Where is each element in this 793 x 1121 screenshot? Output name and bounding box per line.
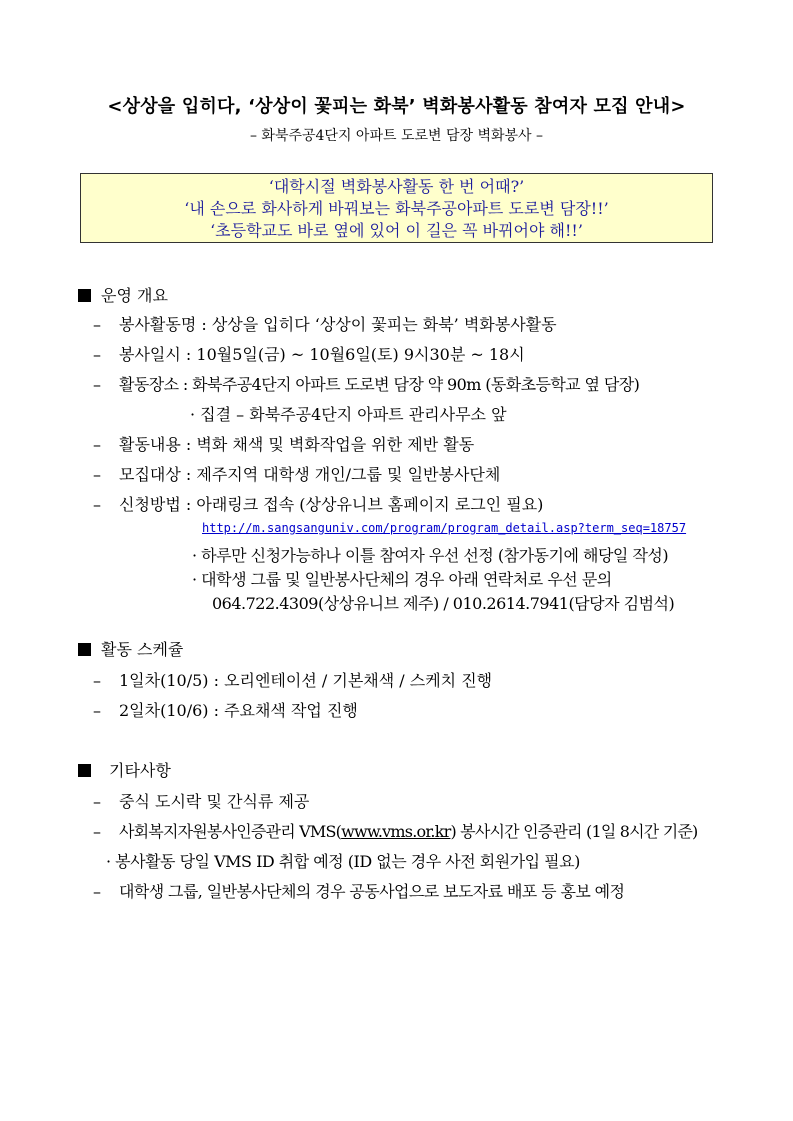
document-title: <상상을 입히다, ‘상상이 꽃피는 화북’ 벽화봉사활동 참여자 모집 안내> [107,96,686,117]
dash-bullet-icon: – [93,495,101,514]
application-note: · 하루만 신청가능하나 이틀 참여자 우선 선정 (참가동기에 해당일 작성) [192,546,669,565]
list-item: – 사회복지자원봉사인증관리 VMS(www.vms.or.kr) 봉사시간 인증관리 (1일 8시간 기준) [93,822,698,841]
document-subtitle: – 화북주공4단지 아파트 도로변 담장 벽화봉사 – [249,128,544,144]
dash-bullet-icon: – [93,345,101,364]
square-bullet-icon [78,643,91,656]
slogan-box [80,173,713,243]
vms-note: · 봉사활동 당일 VMS ID 취합 예정 (ID 없는 경우 사전 회원가입 필요) [106,852,580,871]
list-item: – 대학생 그룹, 일반봉사단체의 경우 공동사업으로 보도자료 배포 등 홍보 예정 [93,882,625,901]
dash-bullet-icon: – [93,701,101,720]
list-item: – 신청방법 : 아래링크 접속 (상상유니브 홈페이지 로그인 필요) [93,495,544,514]
square-bullet-icon [78,764,91,777]
dash-bullet-icon: – [93,315,101,334]
section-heading-schedule: 활동 스케쥴 [78,637,183,660]
section-heading-misc: 기타사항 [78,758,171,781]
dash-bullet-icon: – [93,375,101,394]
slogan-line: ‘대학시절 벽화봉사활동 한 번 어때?’ [268,177,525,196]
list-item: – 모집대상 : 제주지역 대학생 개인/그룹 및 일반봉사단체 [93,465,501,484]
dash-bullet-icon: – [93,882,101,901]
list-item: – 활동내용 : 벽화 채색 및 벽화작업을 위한 제반 활동 [93,435,475,454]
list-item: – 중식 도시락 및 간식류 제공 [93,792,310,811]
slogan-line: ‘내 손으로 화사하게 바꿔보는 화북주공아파트 도로변 담장!!’ [184,199,609,218]
dash-bullet-icon: – [93,465,101,484]
contact-info: 064.722.4309(상상유니브 제주) / 010.2614.7941(담당자 김범석) [212,594,675,613]
list-item: – 1일차(10/5) : 오리엔테이션 / 기본채색 / 스케치 진행 [93,671,493,690]
slogan-line: ‘초등학교도 바로 옆에 있어 이 길은 꼭 바뀌어야 해!!’ [210,221,583,240]
dash-bullet-icon: – [93,671,101,690]
square-bullet-icon [78,289,91,302]
vms-link[interactable]: www.vms.or.kr [341,822,451,841]
section-heading-overview: 운영 개요 [78,283,168,306]
application-note: · 대학생 그룹 및 일반봉사단체의 경우 아래 연락처로 우선 문의 [192,570,612,589]
list-item: – 봉사일시 : 10월5일(금) ~ 10월6일(토) 9시30분 ~ 18시 [93,345,525,364]
application-link[interactable]: http://m.sangsanguniv.com/program/program_detail.asp?term_seq=18757 [202,521,687,535]
list-item: – 2일차(10/6) : 주요채색 작업 진행 [93,701,358,720]
dash-bullet-icon: – [93,822,101,841]
dash-bullet-icon: – [93,792,101,811]
list-item: – 활동장소 : 화북주공4단지 아파트 도로변 담장 약 90m (동화초등학교 옆 담장) [93,375,640,394]
list-item: – 봉사활동명 : 상상을 입히다 ‘상상이 꽃피는 화북’ 벽화봉사활동 [93,315,557,334]
gathering-note: · 집결 – 화북주공4단지 아파트 관리사무소 앞 [190,405,507,424]
dash-bullet-icon: – [93,435,101,454]
